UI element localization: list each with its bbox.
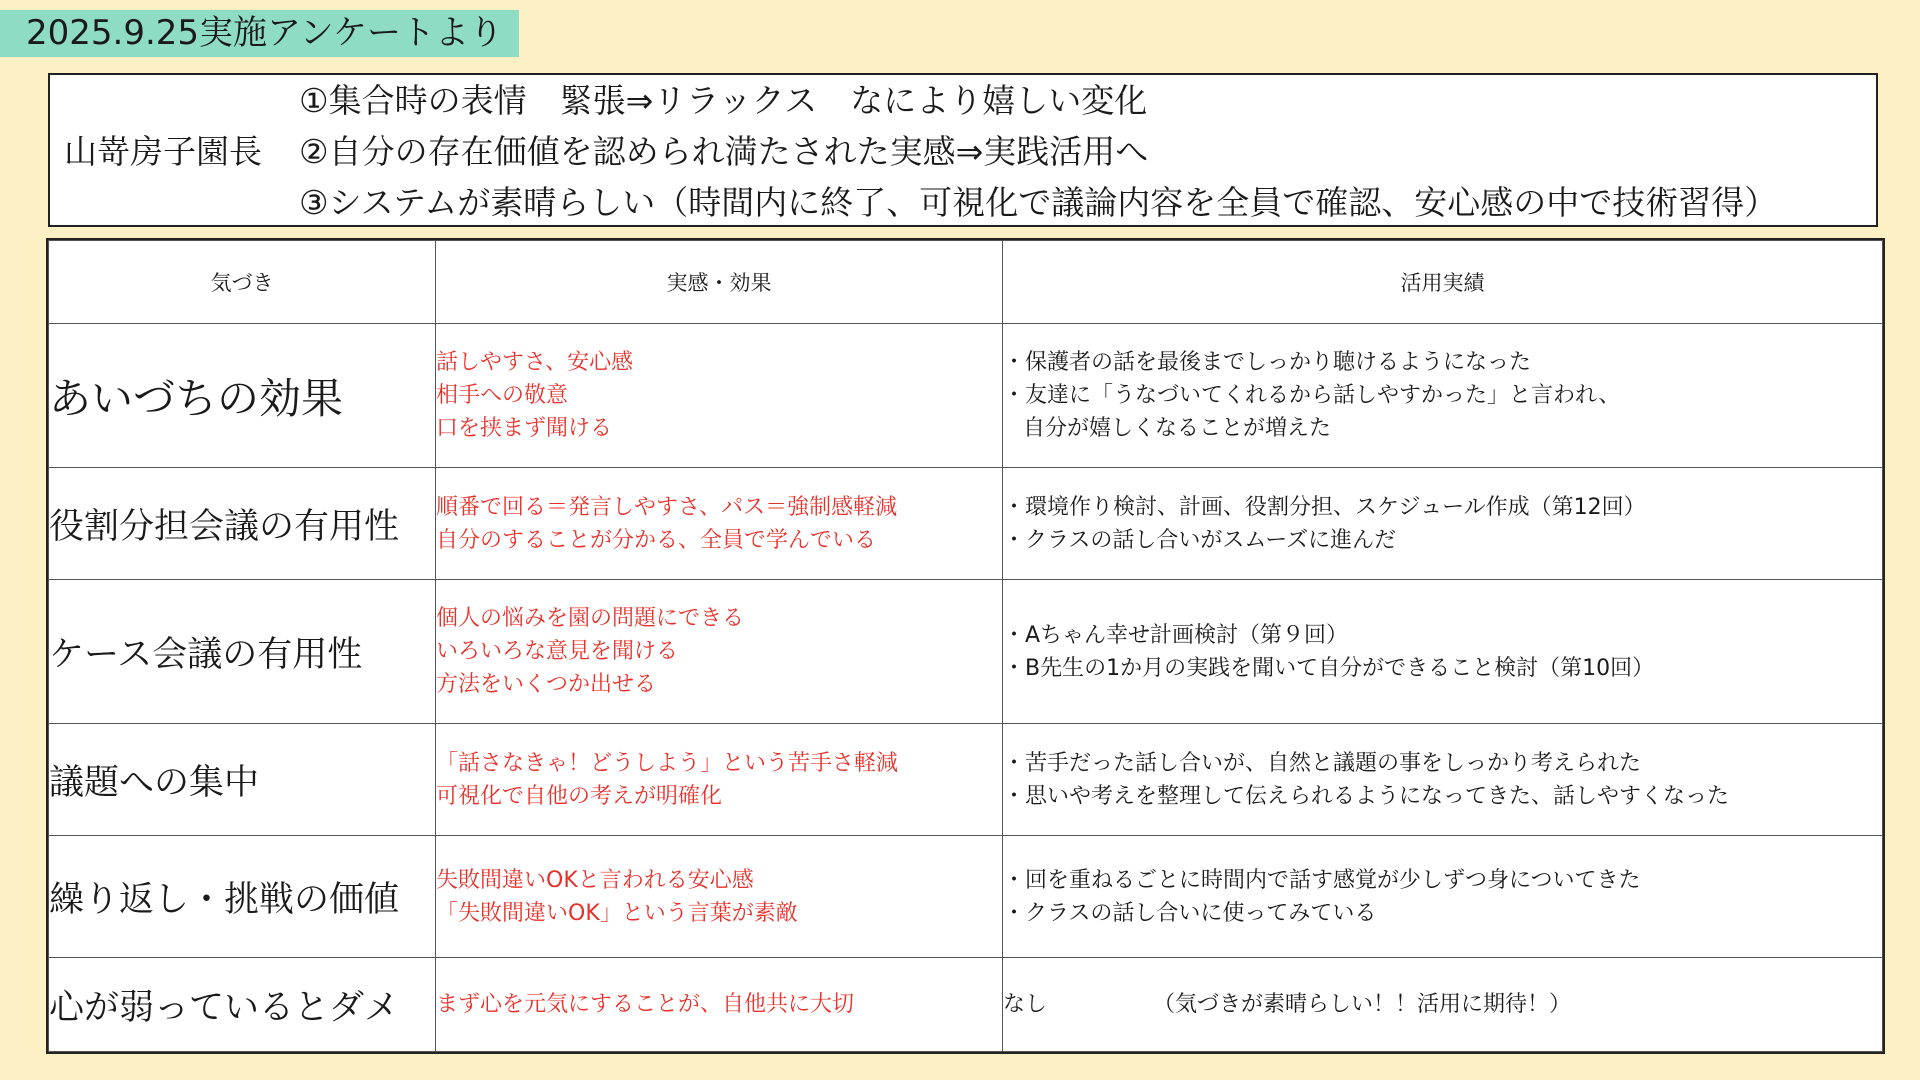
- table-header-row: [49, 241, 1883, 324]
- row-effects: [436, 468, 1003, 580]
- result-item: ・保護者の話を最後までしっかり聴けるようになった: [1003, 350, 1532, 375]
- result-item: ・思いや考えを整理して伝えられるようになってきた、話しやすくなった: [1003, 783, 1730, 809]
- summary-point-3: ③システムが素晴らしい（時間内に終了、可視化で議論内容を全員で確認、安心感の中で技術習得）: [299, 183, 1778, 222]
- result-item: ・Aちゃん幸せ計画検討（第９回）: [1003, 622, 1349, 648]
- effect-item: 方法をいくつか出せる: [436, 672, 657, 697]
- row-effects: [436, 580, 1003, 724]
- row-results: [1003, 836, 1883, 958]
- effect-item: 順番で回る＝発言しやすさ、パス＝強制感軽減: [436, 494, 898, 520]
- summary-point-2: ②自分の存在価値を認められ満たされた実感⇒実践活用へ: [299, 132, 1149, 171]
- row-effects: [436, 324, 1003, 468]
- effect-item: 自分のすることが分かる、全員で学んでいる: [436, 527, 877, 553]
- table-row: [49, 958, 1883, 1052]
- row-label: 繰り返し・挑戦の価値: [49, 836, 436, 958]
- effect-item: 可視化で自他の考えが明確化: [436, 783, 723, 809]
- row-label: 議題への集中: [49, 724, 436, 836]
- row-label: ケース会議の有用性: [49, 580, 436, 724]
- row-results: [1003, 324, 1883, 468]
- result-item: ・クラスの話し合いに使ってみている: [1003, 900, 1377, 926]
- effect-item: 話しやすさ、安心感: [436, 350, 634, 375]
- table-row: [49, 836, 1883, 958]
- header-effect: 実感・効果: [436, 241, 1003, 324]
- effect-item: 「話さなきゃ！どうしよう」という苦手さ軽減: [436, 750, 899, 776]
- row-results: [1003, 468, 1883, 580]
- row-effects: [436, 724, 1003, 836]
- row-results: [1003, 580, 1883, 724]
- effect-item: 口を挟まず聞ける: [436, 416, 613, 441]
- result-item: ・友達に「うなづいてくれるから話しやすかった」と言われ、: [1003, 383, 1621, 408]
- summary-speaker: 山嵜房子園長: [64, 132, 262, 171]
- summary-box: [48, 73, 1878, 227]
- header-results: 活用実績: [1003, 241, 1883, 324]
- row-label: あいづちの効果: [49, 324, 436, 468]
- table-row: [49, 468, 1883, 580]
- effect-item: まず心を元気にすることが、自他共に大切: [436, 992, 855, 1017]
- table-row: [49, 580, 1883, 724]
- result-item: ・B先生の1か月の実践を聞いて自分ができること検討（第10回）: [1003, 655, 1655, 681]
- effect-item: 失敗間違いOKと言われる安心感: [436, 867, 754, 893]
- findings-table: [48, 240, 1883, 1052]
- effect-item: いろいろな意見を聞ける: [436, 639, 679, 664]
- row-results: [1003, 724, 1883, 836]
- result-item: 自分が嬉しくなることが増えた: [1023, 416, 1332, 441]
- date-tag: 2025.9.25実施アンケートより: [0, 10, 519, 57]
- result-note: （気づきが素晴らしい！！活用に期待！）: [1153, 992, 1572, 1017]
- row-label: 心が弱っているとダメ: [49, 958, 436, 1052]
- row-results: [1003, 958, 1883, 1052]
- effect-item: 「失敗間違いOK」という言葉が素敵: [436, 900, 798, 926]
- effect-item: 相手への敬意: [436, 383, 569, 408]
- row-effects: [436, 958, 1003, 1052]
- result-none: なし: [1003, 992, 1048, 1017]
- header-awareness: 気づき: [49, 241, 436, 324]
- table-row: [49, 724, 1883, 836]
- result-item: ・環境作り検討、計画、役割分担、スケジュール作成（第12回）: [1003, 494, 1646, 520]
- row-label: 役割分担会議の有用性: [49, 468, 436, 580]
- table-row: [49, 324, 1883, 468]
- summary-point-1: ①集合時の表情 緊張⇒リラックス なにより嬉しい変化: [299, 81, 1148, 120]
- result-item: ・回を重ねるごとに時間内で話す感覚が少しずつ身についてきた: [1003, 867, 1641, 893]
- effect-item: 個人の悩みを園の問題にできる: [436, 606, 745, 631]
- result-item: ・クラスの話し合いがスムーズに進んだ: [1003, 527, 1397, 553]
- row-effects: [436, 836, 1003, 958]
- result-item: ・苦手だった話し合いが、自然と議題の事をしっかり考えられた: [1003, 750, 1642, 776]
